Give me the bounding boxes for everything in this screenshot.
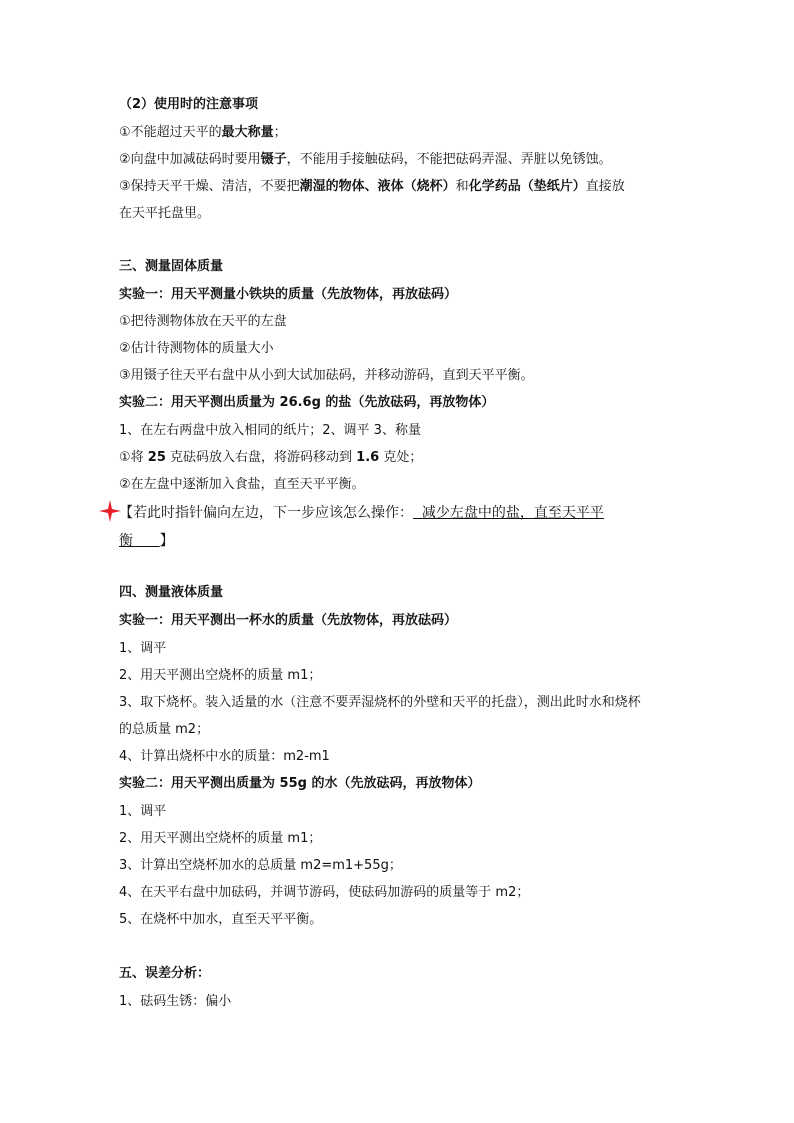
step-text: ①将 (119, 450, 148, 465)
list-item: 4、计算出烧杯中水的质量：m2-m1 (119, 749, 330, 764)
experiment-2-title: 实验二：用天平测出质量为 26.6g 的盐（先放砝码，再放物体） (119, 395, 495, 410)
question-text: 【若此时指针偏向左边，下一步应该怎么操作： (119, 505, 413, 521)
question-answer: 减少左盘中的盐，直至天平平 (413, 505, 604, 521)
note-text: ②向盘中加减砝码时要用 (119, 152, 261, 167)
note-text: ，不能用手接触砝码，不能把砝码弄湿、弄脏以免锈蚀。 (286, 152, 612, 167)
section-heading-liquid-mass: 四、测量液体质量 (119, 585, 224, 600)
list-item: ②估计待测物体的质量大小 (119, 341, 274, 356)
list-item: 3、计算出空烧杯加水的总质量 m2=m1+55g； (119, 858, 402, 873)
experiment-1-title: 实验一：用天平测出一杯水的质量（先放物体，再放砝码） (119, 613, 458, 628)
note-text: ①不能超过天平的 (119, 125, 222, 140)
list-item: 1、砝码生锈：偏小 (119, 994, 232, 1009)
note-text: ； (273, 125, 287, 140)
step-value: 25 (147, 450, 166, 465)
note-text: ③保持天平干燥、清洁，不要把 (119, 179, 300, 194)
list-item: 5、在烧杯中加水，直至天平平衡。 (119, 912, 323, 927)
note-item-2 (119, 151, 679, 169)
section-heading-solid-mass: 三、测量固体质量 (119, 259, 224, 274)
list-item: 1、调平 (119, 804, 167, 819)
section-heading-error-analysis: 五、误差分析： (119, 966, 211, 981)
note-emphasis: 最大称量 (221, 125, 274, 140)
question-line-cont (119, 531, 679, 551)
list-item: 3、取下烧杯。装入适量的水（注意不要弄湿烧杯的外壁和天平的托盘），测出此时水和烧杯 (119, 695, 641, 710)
note-emphasis: 镊子 (260, 152, 287, 167)
question-line (119, 503, 679, 523)
note-emphasis: 潮湿的物体、液体（烧杯） (299, 179, 456, 194)
red-four-point-star-icon (99, 500, 121, 522)
list-item: 1、在左右两盘中放入相同的纸片；2、调平 3、称量 (119, 423, 421, 438)
list-item: ③用镊子往天平右盘中从小到大试加砝码，并移动游码，直到天平平衡。 (119, 368, 534, 383)
question-answer-cont: 衡 (119, 533, 160, 549)
list-item: ①把待测物体放在天平的左盘 (119, 314, 287, 329)
note-text: 直接放 (585, 179, 625, 194)
note-text: 和 (455, 179, 469, 194)
list-item: 的总质量 m2； (119, 722, 210, 737)
note-item-3-cont: 在天平托盘里。 (119, 206, 211, 221)
note-emphasis: 化学药品（垫纸片） (468, 179, 586, 194)
list-item: 2、用天平测出空烧杯的质量 m1； (119, 831, 322, 846)
section-title-usage-notes: （2）使用时的注意事项 (119, 97, 259, 112)
list-item: 4、在天平右盘中加砝码，并调节游码，使砝码加游码的质量等于 m2； (119, 885, 530, 900)
experiment-2-title: 实验二：用天平测出质量为 55g 的水（先放砝码，再放物体） (119, 776, 481, 791)
step-text: 克砝码放入右盘，将游码移动到 (165, 450, 357, 465)
list-item: ②在左盘中逐渐加入食盐，直至天平平衡。 (119, 477, 365, 492)
list-item: 2、用天平测出空烧杯的质量 m1； (119, 668, 322, 683)
list-item (119, 449, 679, 467)
question-bracket: 】 (159, 533, 174, 549)
experiment-1-title: 实验一：用天平测量小铁块的质量（先放物体，再放砝码） (119, 287, 458, 302)
step-value: 1.6 (356, 450, 380, 465)
note-item-1 (119, 124, 679, 142)
note-item-3 (119, 178, 679, 196)
step-text: 克处； (379, 450, 423, 465)
list-item: 1、调平 (119, 641, 167, 656)
